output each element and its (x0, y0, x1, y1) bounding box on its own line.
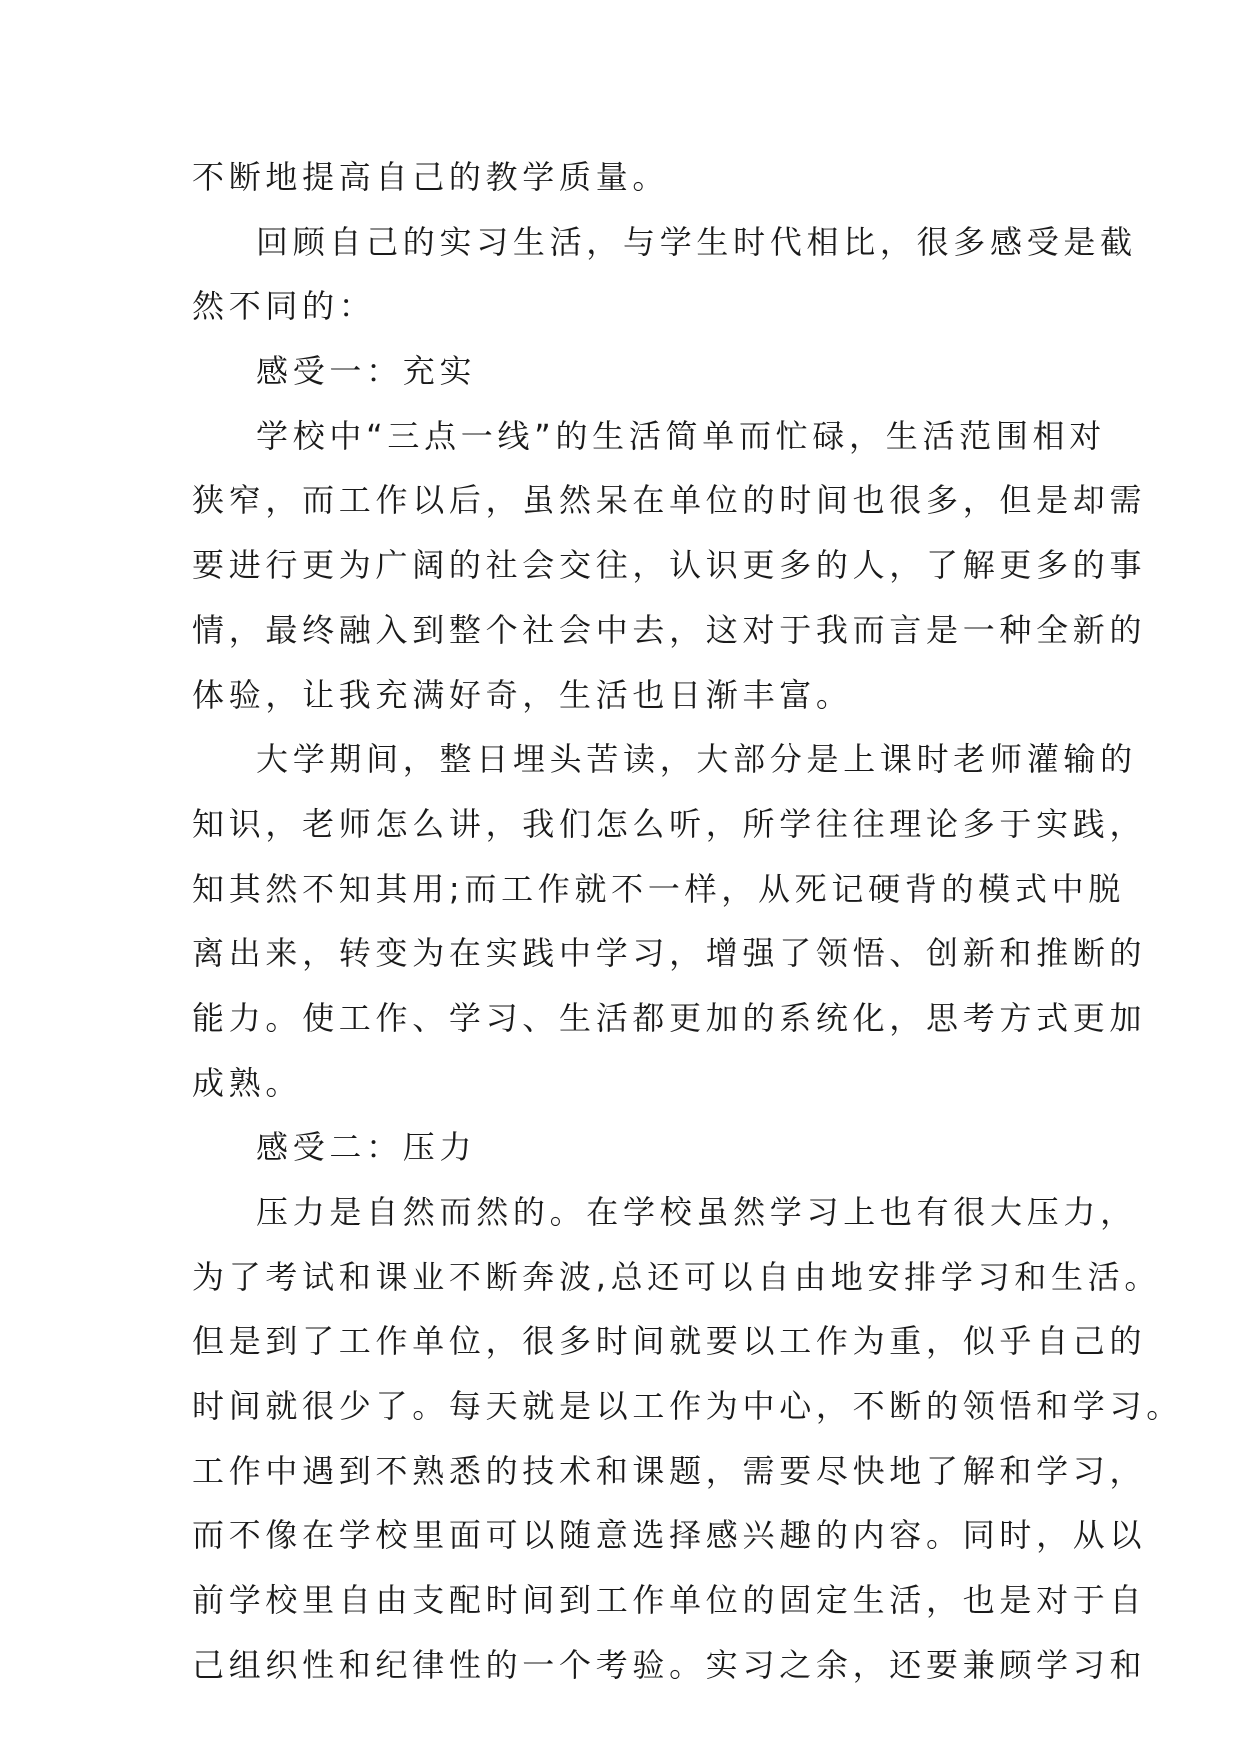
text-line: 回顾自己的实习生活，与学生时代相比，很多感受是截 (256, 222, 1137, 261)
text-line: 但是到了工作单位，很多时间就要以工作为重，似乎自己的 (192, 1322, 1147, 1361)
text-line: 压力是自然而然的。在学校虽然学习上也有很大压力， (256, 1193, 1137, 1231)
text-line: 时间就很少了。每天就是以工作为中心，不断的领悟和学习。 (192, 1387, 1183, 1426)
text-line: 狭窄，而工作以后，虽然呆在单位的时间也很多，但是却需 (192, 481, 1147, 520)
text-line: 成熟。 (192, 1063, 303, 1102)
text-line: 离出来，转变为在实践中学习，增强了领悟、创新和推断的 (192, 934, 1147, 973)
text-line: 不断地提高自己的教学质量。 (192, 158, 670, 196)
text-line: 情，最终融入到整个社会中去，这对于我而言是一种全新的 (192, 610, 1147, 649)
text-line: 能力。使工作、学习、生活都更加的系统化，思考方式更加 (192, 998, 1147, 1037)
text-line: 工作中遇到不熟悉的技术和课题，需要尽快地了解和学习， (192, 1451, 1147, 1490)
text-line: 感受一：充实 (256, 352, 477, 391)
body-text (192, 157, 1183, 1710)
text-line: 然不同的： (192, 287, 376, 326)
text-line: 感受二：压力 (256, 1128, 477, 1167)
text-line: 要进行更为广阔的社会交往，认识更多的人，了解更多的事 (192, 546, 1147, 585)
text-line: 为了考试和课业不断奔波,总还可以自由地安排学习和生活。 (192, 1257, 1162, 1296)
text-line: 知其然不知其用;而工作就不一样，从死记硬背的模式中脱 (192, 869, 1125, 908)
text-line: 学校中“三点一线”的生活简单而忙碌，生活范围相对 (256, 416, 1106, 455)
text-line: 前学校里自由支配时间到工作单位的固定生活，也是对于自 (192, 1581, 1147, 1620)
text-line: 大学期间，整日埋头苦读，大部分是上课时老师灌输的 (256, 740, 1137, 779)
text-line: 知识，老师怎么讲，我们怎么听，所学往往理论多于实践， (192, 804, 1147, 843)
text-line: 己组织性和纪律性的一个考验。实习之余，还要兼顾学习和 (192, 1645, 1147, 1684)
text-line: 体验，让我充满好奇，生活也日渐丰富。 (192, 675, 853, 714)
text-line: 而不像在学校里面可以随意选择感兴趣的内容。同时，从以 (192, 1516, 1147, 1555)
